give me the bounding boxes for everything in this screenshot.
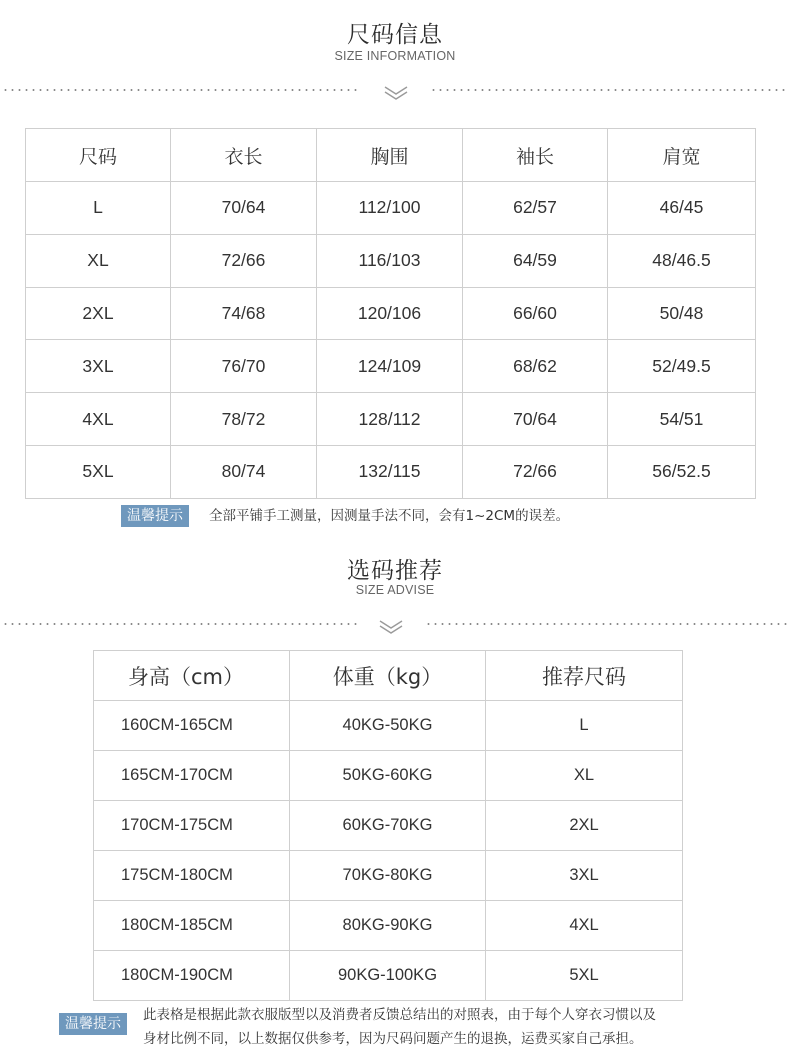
table-cell: 80KG-90KG — [290, 901, 486, 951]
size-table — [25, 128, 756, 499]
table-cell: 80/74 — [171, 445, 317, 498]
table-cell: 56/52.5 — [608, 445, 756, 498]
table-cell: 112/100 — [317, 182, 463, 235]
table-cell: 50KG-60KG — [290, 751, 486, 801]
table-cell: XL — [486, 751, 683, 801]
size-info-title: 尺码信息 — [347, 22, 443, 48]
header-cell: 身高（cm） — [94, 651, 290, 701]
table-cell: 2XL — [26, 287, 171, 340]
table-cell: 180CM-190CM — [94, 951, 290, 1001]
table-row — [94, 751, 683, 801]
table-row — [26, 234, 756, 287]
table-cell: 3XL — [486, 851, 683, 901]
header-cell: 胸围 — [317, 129, 463, 182]
size-tip-badge: 温馨提示 — [121, 505, 189, 527]
table-header-row — [26, 129, 756, 182]
size-advise-divider — [0, 618, 790, 638]
header-cell: 衣长 — [171, 129, 317, 182]
table-cell: 132/115 — [317, 445, 463, 498]
table-row — [94, 851, 683, 901]
table-row — [26, 340, 756, 393]
table-cell: 120/106 — [317, 287, 463, 340]
header-cell: 尺码 — [26, 129, 171, 182]
table-cell: 74/68 — [171, 287, 317, 340]
table-cell: 5XL — [486, 951, 683, 1001]
table-cell: 78/72 — [171, 393, 317, 446]
table-row — [26, 393, 756, 446]
table-cell: 116/103 — [317, 234, 463, 287]
advise-tip-badge: 温馨提示 — [59, 1013, 127, 1035]
table-row — [26, 182, 756, 235]
table-cell: 40KG-50KG — [290, 701, 486, 751]
table-cell: 175CM-180CM — [94, 851, 290, 901]
table-cell: L — [26, 182, 171, 235]
table-cell: 128/112 — [317, 393, 463, 446]
table-cell: 54/51 — [608, 393, 756, 446]
table-cell: 180CM-185CM — [94, 901, 290, 951]
table-cell: 4XL — [486, 901, 683, 951]
table-cell: 160CM-165CM — [94, 701, 290, 751]
table-cell: 90KG-100KG — [290, 951, 486, 1001]
table-cell: 70KG-80KG — [290, 851, 486, 901]
table-cell: 64/59 — [463, 234, 608, 287]
dotted-line-right — [430, 89, 788, 91]
table-cell: 170CM-175CM — [94, 801, 290, 851]
dotted-line-left — [2, 623, 358, 625]
table-cell: XL — [26, 234, 171, 287]
table-row — [94, 951, 683, 1001]
advise-tip-line-2: 身材比例不同，以上数据仅供参考，因为尺码问题产生的退换，运费买家自己承担。 — [143, 1031, 643, 1047]
table-cell: 50/48 — [608, 287, 756, 340]
size-info-subtitle: SIZE INFORMATION — [334, 49, 456, 63]
size-advise-subtitle: SIZE ADVISE — [355, 583, 435, 597]
table-header-row — [94, 651, 683, 701]
advise-table — [93, 650, 683, 1001]
size-advise-title: 选码推荐 — [347, 558, 443, 584]
table-cell: 60KG-70KG — [290, 801, 486, 851]
table-cell: 3XL — [26, 340, 171, 393]
double-chevron-down-icon — [383, 84, 409, 102]
header-cell: 体重（kg） — [290, 651, 486, 701]
advise-tip-line-1: 此表格是根据此款衣服版型以及消费者反馈总结出的对照表，由于每个人穿衣习惯以及 — [143, 1007, 656, 1023]
table-cell: 72/66 — [463, 445, 608, 498]
table-cell: 165CM-170CM — [94, 751, 290, 801]
double-chevron-down-icon — [378, 618, 404, 636]
table-row — [26, 445, 756, 498]
table-cell: L — [486, 701, 683, 751]
table-cell: 52/49.5 — [608, 340, 756, 393]
table-cell: 4XL — [26, 393, 171, 446]
table-cell: 72/66 — [171, 234, 317, 287]
table-cell: 2XL — [486, 801, 683, 851]
header-cell: 推荐尺码 — [486, 651, 683, 701]
table-cell: 46/45 — [608, 182, 756, 235]
table-cell: 124/109 — [317, 340, 463, 393]
table-row — [94, 801, 683, 851]
size-tip-text: 全部平铺手工测量，因测量手法不同，会有1~2CM的误差。 — [209, 508, 570, 524]
header-cell: 袖长 — [463, 129, 608, 182]
header-cell: 肩宽 — [608, 129, 756, 182]
dotted-line-left — [2, 89, 360, 91]
table-row — [94, 901, 683, 951]
table-row — [94, 701, 683, 751]
table-cell: 5XL — [26, 445, 171, 498]
table-cell: 48/46.5 — [608, 234, 756, 287]
table-row — [26, 287, 756, 340]
table-cell: 62/57 — [463, 182, 608, 235]
table-cell: 66/60 — [463, 287, 608, 340]
table-cell: 70/64 — [171, 182, 317, 235]
dotted-line-right — [425, 623, 787, 625]
table-cell: 70/64 — [463, 393, 608, 446]
table-cell: 76/70 — [171, 340, 317, 393]
size-info-divider — [0, 84, 790, 104]
table-cell: 68/62 — [463, 340, 608, 393]
